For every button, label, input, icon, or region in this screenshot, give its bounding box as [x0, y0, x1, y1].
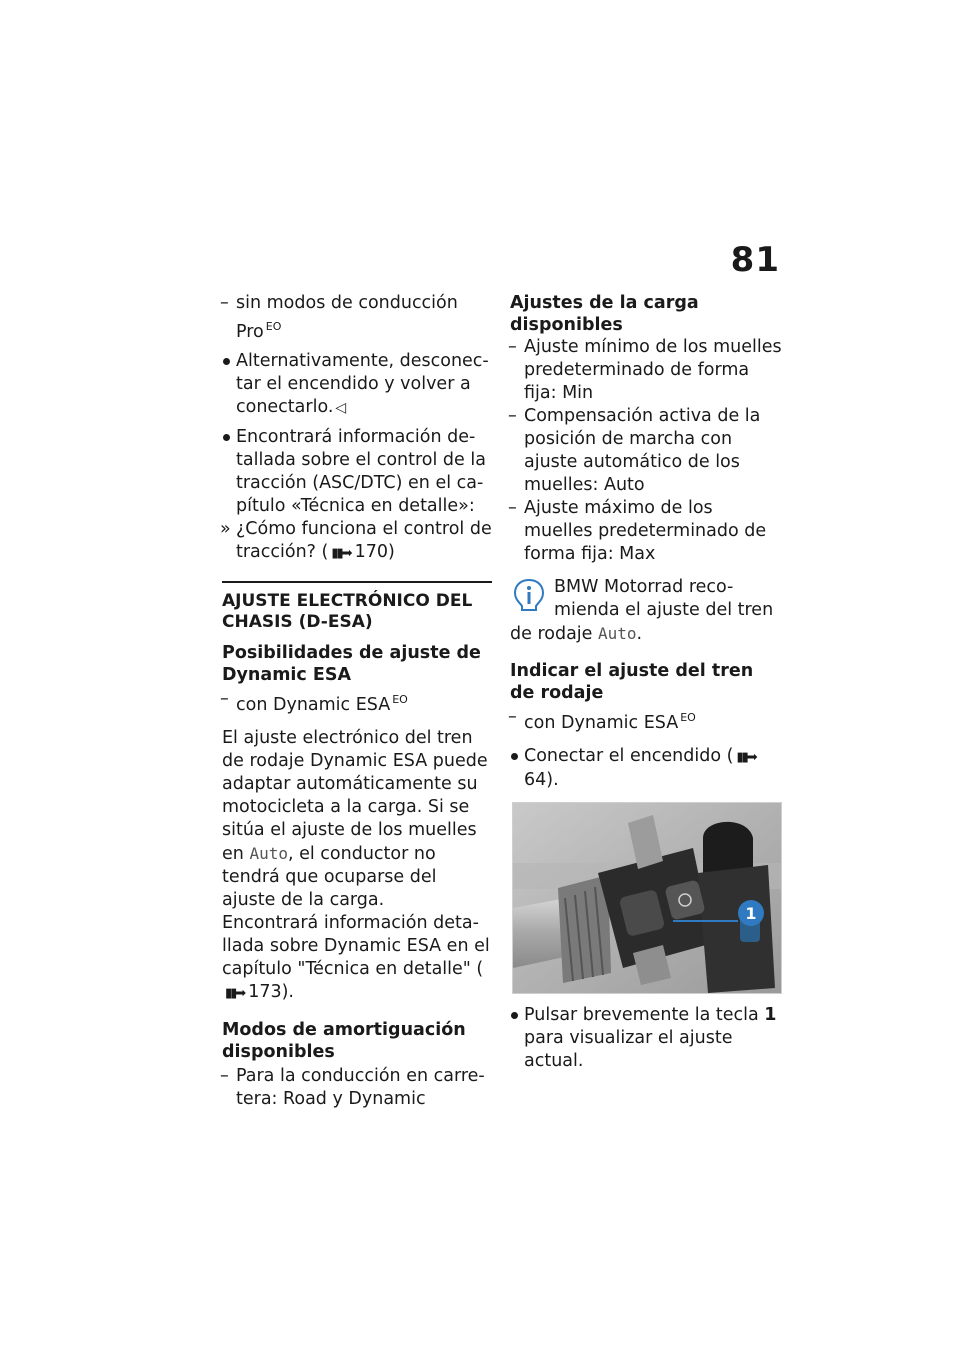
page-reference[interactable]: 170)	[354, 542, 395, 562]
info-icon	[510, 577, 548, 615]
paragraph	[222, 727, 492, 912]
list-item-text: Pulsar brevemente la tecla	[524, 1005, 759, 1025]
end-mark-icon: ◁	[335, 400, 347, 416]
handlebar-switch-illustration	[513, 803, 781, 993]
info-line: BMW Motorrad reco-	[554, 577, 734, 597]
dash-marker: –	[508, 406, 517, 426]
equipment-superscript: EO	[392, 693, 408, 706]
list-item-text: sin modos de conducción Pro	[236, 293, 458, 342]
list-item	[510, 745, 782, 792]
list-item-text: con Dynamic ESA	[236, 695, 391, 715]
list-item	[222, 350, 492, 420]
equipment-superscript: EO	[680, 711, 696, 724]
list-item	[510, 336, 782, 405]
page-reference-arrow-icon: ▮▮➡	[225, 986, 245, 1001]
list-item-text: Ajuste máximo de los muelles predeterminado de forma fija: Max	[524, 498, 767, 564]
list-item-text: Conectar el encendido (	[524, 746, 734, 766]
list-item-text: Encontrará información de-tallada sobre el control de la tracción (ASC/DTC) en el ca-pítulo «Técnica en detalle»:	[236, 427, 486, 516]
page-reference[interactable]: 64).	[524, 770, 559, 790]
subsection-heading: Indicar el ajuste del tren de rodaje	[510, 661, 754, 703]
list-item-text: con Dynamic ESA	[524, 713, 679, 733]
list-item	[222, 688, 492, 717]
paragraph-text: El ajuste electrónico del tren de rodaje Dynamic ESA puede adaptar automáticamente su motocicleta a la carga. Si se sitúa el ajuste de los muelles en	[222, 728, 488, 864]
list-item	[222, 426, 492, 518]
dash-marker: –	[508, 707, 517, 727]
page-reference[interactable]: 173).	[248, 982, 294, 1002]
reference-marker: »	[220, 519, 231, 539]
list-item-text: para visualizar el ajuste actual.	[524, 1028, 733, 1071]
paragraph-text: , el conductor no tendrá que ocuparse del ajuste de la carga.	[222, 844, 437, 910]
bullet-icon	[511, 753, 518, 760]
info-text	[510, 576, 782, 646]
dash-marker: –	[220, 293, 229, 313]
page-reference-arrow-icon: ▮▮➡	[736, 750, 756, 765]
list-item	[510, 706, 782, 735]
list-item	[222, 518, 492, 565]
list-item	[222, 1065, 492, 1111]
left-column	[222, 292, 492, 1117]
list-item	[510, 497, 782, 566]
photo-callout: 1	[745, 904, 757, 923]
list-item	[510, 405, 782, 497]
dash-marker: –	[508, 498, 517, 518]
list-item-text: ¿Cómo funciona el control de tracción? (	[236, 519, 492, 562]
list-item-text: Ajuste mínimo de los muelles predeterminado de forma fija: Min	[524, 337, 782, 403]
info-line: de rodaje	[510, 624, 593, 644]
list-item-text: Para la conducción en carre-tera: Road y Dynamic	[236, 1066, 485, 1109]
equipment-superscript: EO	[265, 320, 282, 333]
paragraph	[222, 912, 492, 1005]
display-value: Auto	[249, 844, 288, 863]
list-item-text: Compensación activa de la posición de marcha con ajuste automático de los muelles: Auto	[524, 406, 761, 495]
right-column	[510, 292, 782, 1079]
page-number: 81	[730, 240, 780, 280]
dash-marker: –	[220, 689, 229, 709]
key-reference: 1	[764, 1005, 777, 1025]
bullet-icon	[511, 1012, 518, 1019]
bullet-icon	[223, 434, 230, 441]
list-item	[222, 292, 492, 344]
info-line: mienda el ajuste del tren	[554, 600, 774, 620]
info-line: .	[636, 624, 643, 644]
section-divider	[222, 581, 492, 583]
subsection-heading: Ajustes de la carga disponibles	[510, 293, 699, 335]
paragraph-text: Encontrará información deta-llada sobre Dynamic ESA en el capítulo "Técnica en detalle" (	[222, 913, 490, 979]
list-item-text: Alternativamente, desconec-tar el encendido y volver a conectarlo.	[236, 351, 489, 417]
display-value: Auto	[598, 624, 637, 643]
page-reference-arrow-icon: ▮▮➡	[331, 546, 351, 561]
info-note	[510, 576, 782, 646]
subsection-heading: Modos de amortiguación disponibles	[222, 1020, 466, 1062]
dash-marker: –	[220, 1066, 229, 1086]
subsection-heading: Posibilidades de ajuste de Dynamic ESA	[222, 643, 481, 685]
bullet-icon	[223, 358, 230, 365]
section-heading: AJUSTE ELECTRÓNICO DEL CHASIS (D-ESA)	[222, 591, 473, 632]
handlebar-switch-photo	[512, 802, 782, 994]
list-item	[510, 1004, 782, 1073]
dash-marker: –	[508, 337, 517, 357]
